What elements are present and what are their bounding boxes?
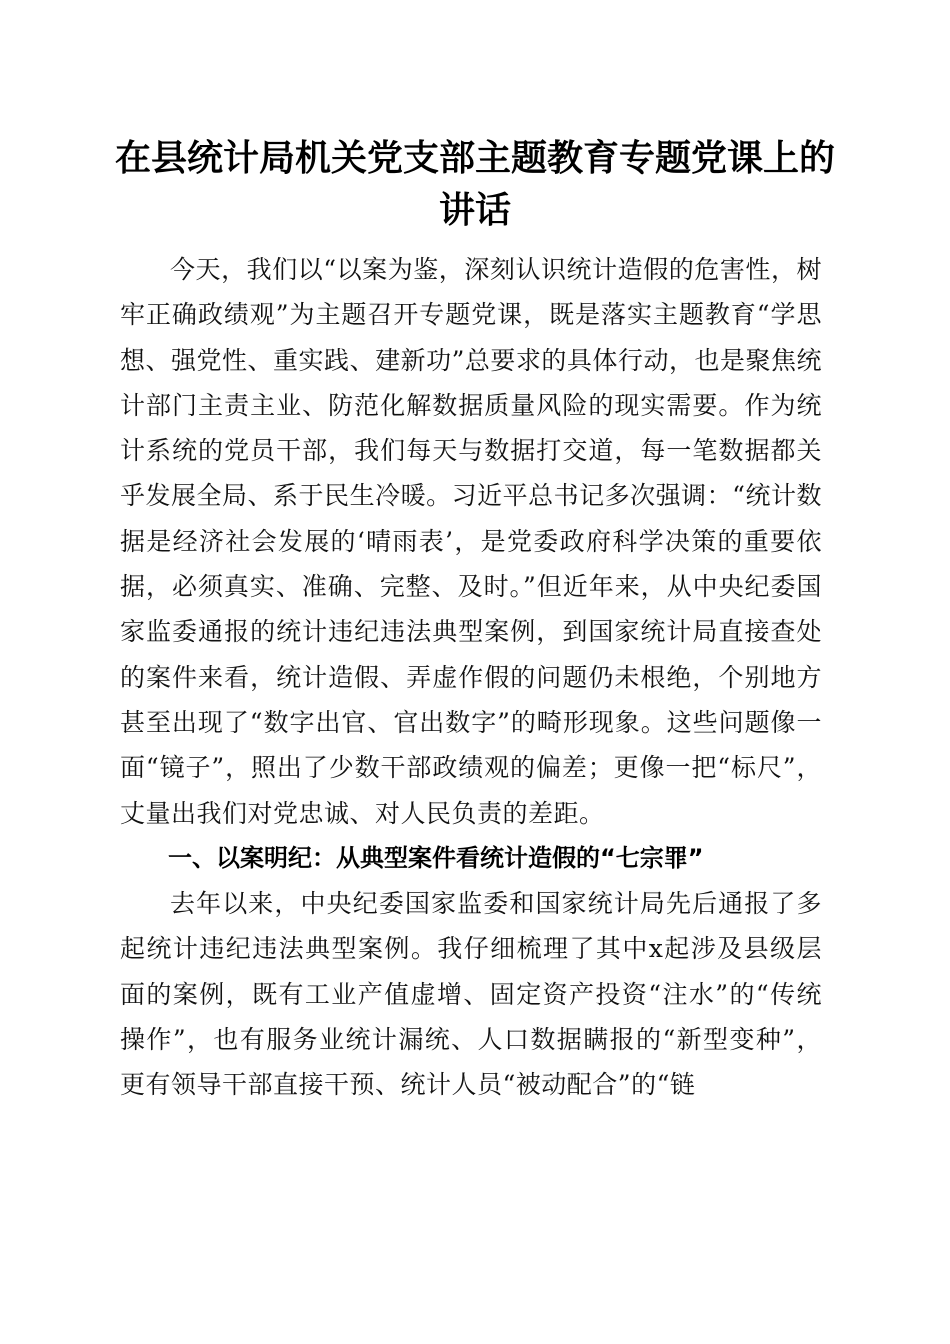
section-heading-1: 一、以案明纪：从典型案件看统计造假的“七宗罪” — [168, 843, 704, 872]
section-1-paragraph: 去年以来，中央纪委国家监委和国家统计局先后通报了多起统计违纪违法典型案例。我仔细梳理了其中x起涉及县级层面的案例，既有工业产值虚增、固定资产投资“注水”的“传统操作”，也有服务业统计漏统、人口数据瞒报的“新型变种”，更有领导干部直接干预、统计人员“被动配合”的“链 — [120, 889, 822, 1100]
document-body — [120, 247, 822, 1108]
document-title: 在县统计局机关党支部主题教育专题党课上的讲话 — [114, 137, 835, 231]
intro-paragraph: 今天，我们以“以案为鉴，深刻认识统计造假的危害性，树牢正确政绩观”为主题召开专题党课，既是落实主题教育“学思想、强党性、重实践、建新功”总要求的具体行动，也是聚焦统计部门主责主业、防范化解数据质量风险的现实需要。作为统计系统的党员干部，我们每天与数据打交道，每一笔数据都关乎发展全局、系于民生冷暖。习近平总书记多次强调：“统计数据是经济社会发展的‘晴雨表’，是党委政府科学决策的重要依据，必须真实、准确、完整、及时。”但近年来，从中央纪委国家监委通报的统计违纪违法典型案例，到国家统计局直接查处的案件来看，统计造假、弄虚作假的问题仍未根绝，个别地方甚至出现了“数字出官、官出数字”的畸形现象。这些问题像一面“镜子”，照出了少数干部政绩观的偏差；更像一把“标尺”，丈量出我们对党忠诚、对人民负责的差距。 — [120, 255, 822, 828]
